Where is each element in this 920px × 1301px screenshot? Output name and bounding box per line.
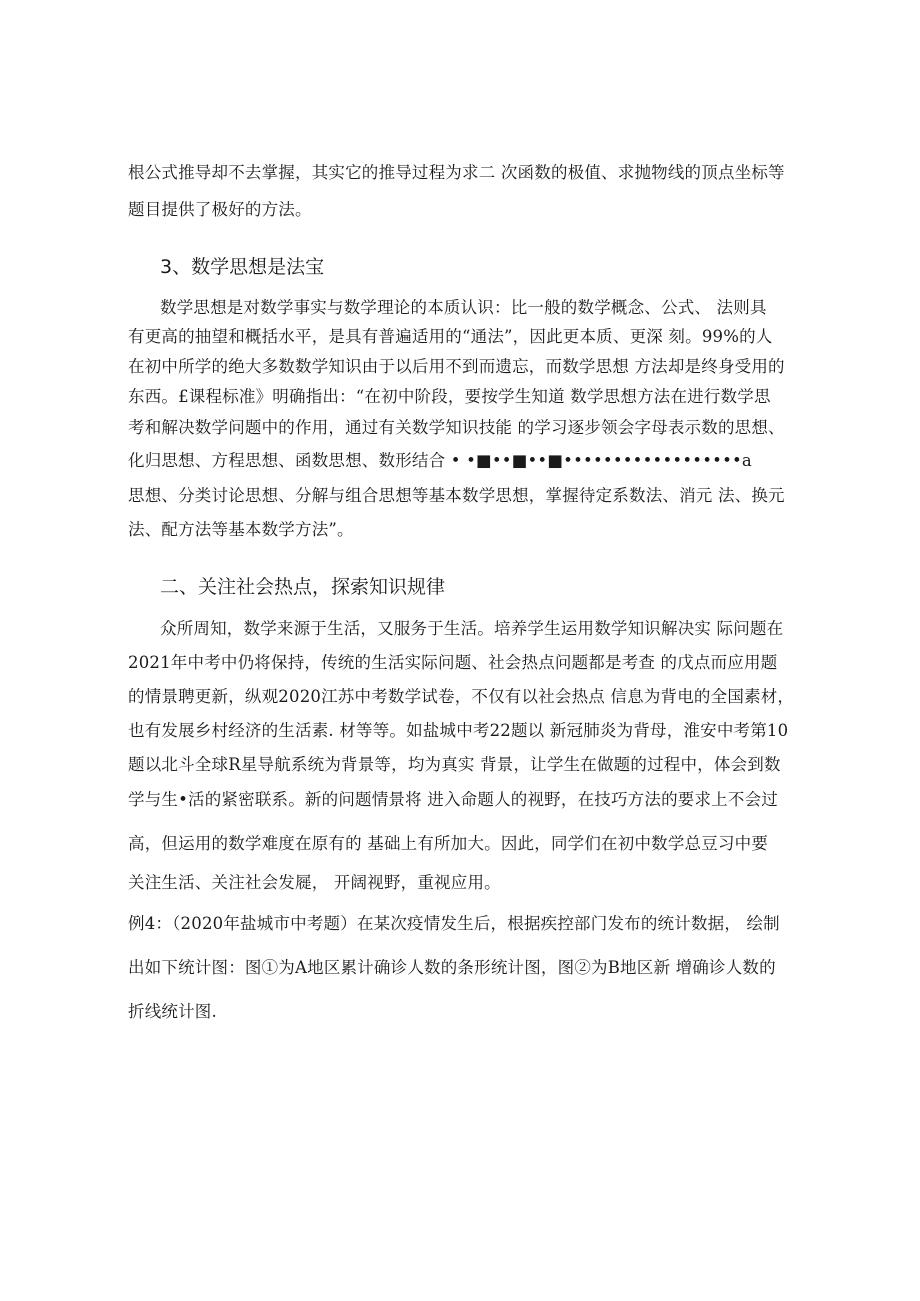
section-3-line-6: 化归思想、方程思想、函数思想、数形结合 • •■••■••■••••••••••••••••••a xyxy=(128,451,752,470)
section-2-heading: 二、关注社会热点，探索知识规律 xyxy=(160,576,446,598)
section-3-line-1: 数学思想是对数学事实与数学理论的本质认识：比一般的数学概念、公式、 法则具 xyxy=(160,298,767,317)
section-3-heading: 3、数学思想是法宝 xyxy=(160,256,325,278)
section-2-line-3: 的情景聘更新，纵观2020江苏中考数学试卷，不仅有以社会热点 信息为背电的全国素材， xyxy=(128,687,795,706)
section-3-line-2: 有更高的抽望和概括水平，是具有普遍适用的“通法”，因此更本质、更深 刻。99%的人 xyxy=(128,327,773,346)
section-2-line-7: 高，但运用的数学难度在原有的 基础上有所加大。因此，同学们在初中数学总豆习中要 xyxy=(128,834,769,853)
intro-line-2: 题目提供了极好的方法。 xyxy=(128,200,312,219)
section-3-line-8: 法、配方法等基本数学方法”。 xyxy=(128,520,354,539)
section-3-line-7: 思想、分类讨论思想、分解与组合思想等基本数学思想，掌握待定系数法、消元 法、换元 xyxy=(128,486,785,505)
intro-line-1: 根公式推导却不去掌握，其实它的推导过程为求二 次函数的极值、求抛物线的顶点坐标等 xyxy=(128,163,785,182)
section-3-line-3: 在初中所学的绝大多数数学知识由于以后用不到而遗忘，而数学思想 方法却是终身受用的 xyxy=(128,357,785,376)
example-4-line-3: 折线统计图. xyxy=(128,1002,217,1021)
section-2-line-5: 题以北斗全球R星导航系统为背景等，均为真实 背景，让学生在做题的过程中，体会到数 xyxy=(128,755,781,774)
section-2-line-4: 也有发展乡村经济的生活素. 材等等。如盐城中考22题以 新冠肺炎为背母，淮安中考第10 xyxy=(128,721,789,740)
section-3-line-4: 东西。£课程标准》明确指出：“在初中阶段，要按学生知道 数学思想方法在进行数学思 xyxy=(128,387,771,406)
section-2-line-8: 关注生活、关注社会发屣， 开阔视野，重视应用。 xyxy=(128,873,501,892)
example-4-line-1: 例4：（2020年盐城市中考题）在某次疫情发生后，根据疾控部门发布的统计数据， 绘制 xyxy=(128,914,780,933)
section-2-line-2: 2021年中考中仍将保持，传统的生活实际问题、社会热点问题都是考查 的戊点而应用题 xyxy=(128,653,778,672)
example-4-line-2: 出如下统计图：图①为A地区累计确诊人数的条形统计图，图②为B地区新 增确诊人数的 xyxy=(128,958,776,977)
section-2-line-1: 众所周知，数学来源于生活，又服务于生活。培养学生运用数学知识解决实 际问题在 xyxy=(160,619,784,638)
section-3-line-5: 考和解决数学问题中的作用，通过有关数学知识技能 的学习逐步领会字母表示数的思想、 xyxy=(128,418,785,437)
section-2-line-6: 学与生•活的紧密联系。新的问题情景将 进入命题人的视野，在技巧方法的要求上不会过 xyxy=(128,790,778,809)
